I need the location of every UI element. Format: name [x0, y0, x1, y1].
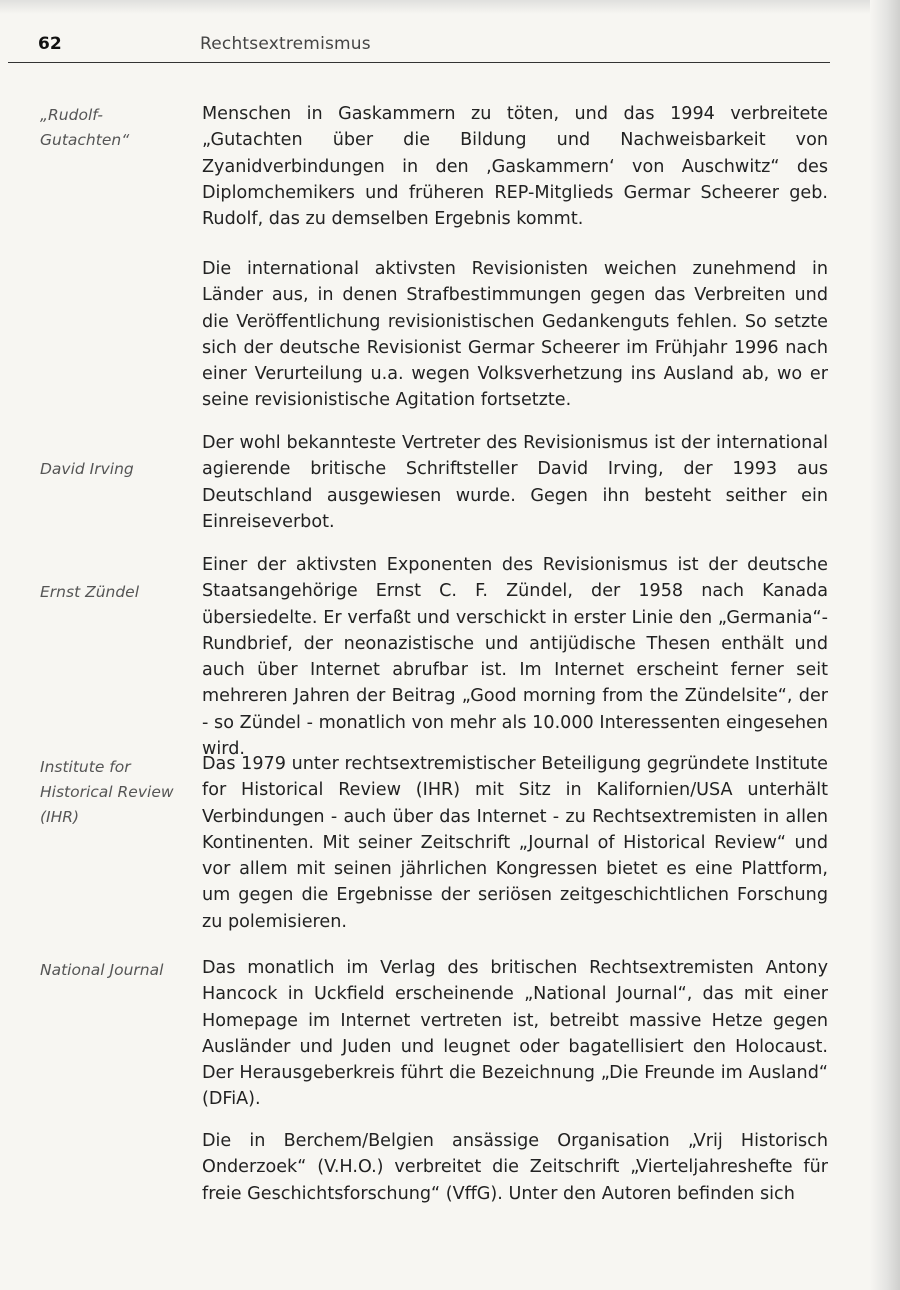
body-paragraph: Das 1979 unter rechtsextremistischer Beteiligung gegründete Institute for Historical Review (IHR) mit Sitz in Kalifornien/USA unterhält Verbindungen - auch über das Internet - zu Rechtsextremisten in allen Kontinenten. Mit seiner Zeitschrift „Journal of Historical Review“ und vor allem mit seinen jährlichen Kongressen bietet es eine Plattform, um gegen die Ergebnisse der seriösen zeitgeschichtlichen Forschung zu polemisieren. [202, 754, 828, 932]
marginal-note: Institute for Historical Review (IHR) [40, 758, 174, 826]
body-paragraph: Das monatlich im Verlag des britischen Rechtsextremisten Antony Hancock in Uckfield erscheinende „National Journal“, das mit einer Homepage im Internet vertreten ist, betreibt massive Hetze gegen Ausländer und Juden und leugnet oder bagatellisiert den Holocaust. Der Herausgeberkreis führt die Bezeichnung „Die Freunde im Ausland“ (DFiA). [202, 958, 828, 1110]
running-title: Rechtsextremismus [200, 34, 371, 54]
body-paragraph: Der wohl bekannteste Vertreter des Revisionismus ist der international agierende britische Schriftsteller David Irving, der 1993 aus Deutschland ausgewiesen wurde. Gegen ihn besteht seither ein Einreiseverbot. [202, 433, 828, 532]
body-paragraph: Die international aktivsten Revisionisten weichen zunehmend in Länder aus, in denen Strafbestimmungen gegen das Verbreiten und die Veröffentlichung revisionistischen Gedankenguts fehlen. So setzte sich der deutsche Revisionist Germar Scheerer im Frühjahr 1996 nach einer Verurteilung u.a. wegen Volksverhetzung ins Ausland ab, wo er seine revisionistische Agitation fortsetzte. [202, 259, 828, 411]
page-top-edge [0, 0, 900, 14]
page-number: 62 [38, 34, 62, 54]
page-header [38, 34, 828, 64]
page-gutter-shadow [870, 0, 900, 1290]
header-rule [8, 62, 830, 63]
body-paragraph: Menschen in Gaskammern zu töten, und das 1994 verbreitete „Gutachten über die Bildung und Nachweisbarkeit von Zyanidverbindungen in den ‚Gaskammern‘ von Auschwitz“ des Diplomchemikers und früheren REP-Mitglieds Germar Scheerer geb. Rudolf, das zu demselben Ergebnis kommt. [202, 104, 828, 230]
body-paragraph: Einer der aktivsten Exponenten des Revisionismus ist der deutsche Staatsangehörige Ernst C. F. Zündel, der 1958 nach Kanada übersiedelte. Er verfaßt und verschickt in erster Linie den „Germania“-Rundbrief, der neonazistische und antijüdische Thesen enthält und auch über Internet abrufbar ist. Im Internet erscheint ferner seit mehreren Jahren der Beitrag „Good morning from the Zündelsite“, der - so Zündel - monatlich von mehr als 10.000 Interessenten eingesehen wird. [202, 555, 828, 760]
marginal-note: „Rudolf-Gutachten“ [40, 106, 130, 149]
marginal-note: Ernst Zündel [40, 583, 140, 601]
marginal-note: David Irving [40, 460, 134, 478]
marginal-note: National Journal [40, 961, 164, 979]
body-paragraph: Die in Berchem/Belgien ansässige Organisation „Vrij Historisch Onderzoek“ (V.H.O.) verbreitet die Zeitschrift „Vierteljahreshefte für freie Geschichtsforschung“ (VffG). Unter den Autoren befinden sich [202, 1131, 828, 1204]
